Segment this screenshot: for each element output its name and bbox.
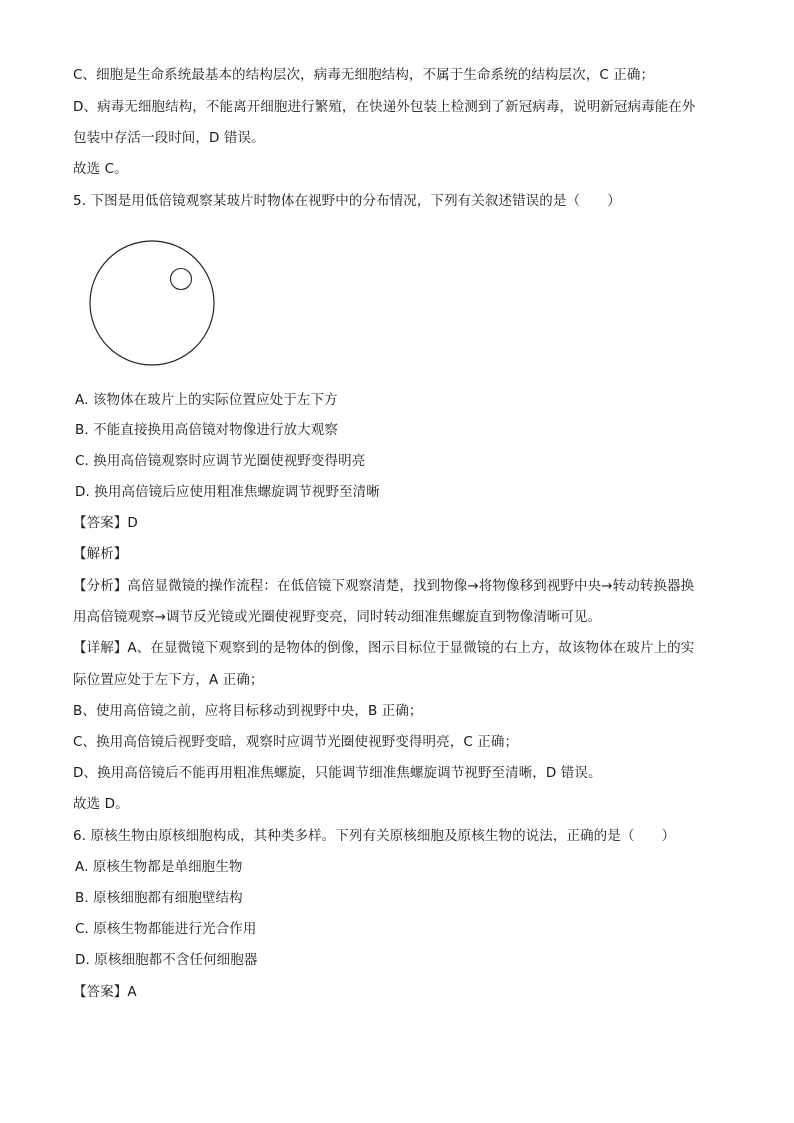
q5-explanation-b: B、使用高倍镜之前，应将目标移动到视野中央，B 正确； xyxy=(73,703,423,719)
q5-xiangjie-line2: 际位置应处于左下方，A 正确； xyxy=(73,672,264,688)
q5-analysis-heading: 【解析】 xyxy=(73,546,128,562)
q5-option-d: D. 换用高倍镜后应使用粗准焦螺旋调节视野至清晰 xyxy=(75,484,380,500)
q6-answer-tag: 【答案】 xyxy=(73,984,128,1000)
q6-answer xyxy=(73,983,137,1001)
q5-fenxi-text1: 高倍显微镜的操作流程：在低倍镜下观察清楚，找到物像→将物像移到视野中央→转动转换器换 xyxy=(127,578,695,594)
q5-xiangjie-tag: 【详解】 xyxy=(73,640,128,656)
q6-option-a: A. 原核生物都是单细胞生物 xyxy=(75,859,243,875)
prev-conclusion: 故选 C。 xyxy=(73,161,128,177)
q5-fenxi-line1 xyxy=(73,577,694,595)
q5-xiangjie-text1: A、在显微镜下观察到的是物体的倒像，图示目标位于显微镜的右上方，故该物体在玻片上的实 xyxy=(127,640,695,656)
q5-stem: 5. 下图是用低倍镜观察某玻片时物体在视野中的分布情况，下列有关叙述错误的是（ ） xyxy=(73,193,621,209)
q5-explanation-c: C、换用高倍镜后视野变暗，观察时应调节光圈使视野变得明亮，C 正确； xyxy=(73,734,519,750)
prev-option-d-explanation-line1: D、病毒无细胞结构，不能离开细胞进行繁殖，在快递外包装上检测到了新冠病毒，说明新冠病毒能在外 xyxy=(73,99,696,115)
q6-stem: 6. 原核生物由原核细胞构成，其种类多样。下列有关原核细胞及原核生物的说法，正确的是（ ） xyxy=(73,828,676,844)
field-of-view-circle xyxy=(90,241,214,365)
q5-option-a: A. 该物体在玻片上的实际位置应处于左下方 xyxy=(75,392,338,408)
q6-option-d: D. 原核细胞都不含任何细胞器 xyxy=(75,952,258,968)
q6-answer-value: A xyxy=(127,984,137,1000)
prev-option-c-explanation: C、细胞是生命系统最基本的结构层次，病毒无细胞结构，不属于生命系统的结构层次，C 正确； xyxy=(73,67,655,83)
q5-option-b: B. 不能直接换用高倍镜对物像进行放大观察 xyxy=(75,422,338,438)
q5-xiangjie-line1 xyxy=(73,639,694,657)
q5-answer xyxy=(73,514,138,532)
prev-option-d-explanation-line2: 包装中存活一段时间，D 错误。 xyxy=(73,130,265,146)
target-object-circle xyxy=(171,269,192,290)
microscope-field-of-view-figure xyxy=(88,240,218,368)
q5-option-c: C. 换用高倍镜观察时应调节光圈使视野变得明亮 xyxy=(75,453,366,469)
q5-fenxi-tag: 【分析】 xyxy=(73,578,128,594)
q6-option-b: B. 原核细胞都有细胞壁结构 xyxy=(75,890,243,906)
q5-explanation-d: D、换用高倍镜后不能再用粗准焦螺旋，只能调节细准焦螺旋调节视野至清晰，D 错误。 xyxy=(73,765,602,781)
q5-answer-tag: 【答案】 xyxy=(73,515,128,531)
q5-answer-value: D xyxy=(127,515,138,531)
q5-fenxi-line2: 用高倍镜观察→调节反光镜或光圈使视野变亮，同时转动细准焦螺旋直到物像清晰可见。 xyxy=(73,609,602,625)
q6-option-c: C. 原核生物都能进行光合作用 xyxy=(75,921,257,937)
q5-conclusion: 故选 D。 xyxy=(73,796,129,812)
